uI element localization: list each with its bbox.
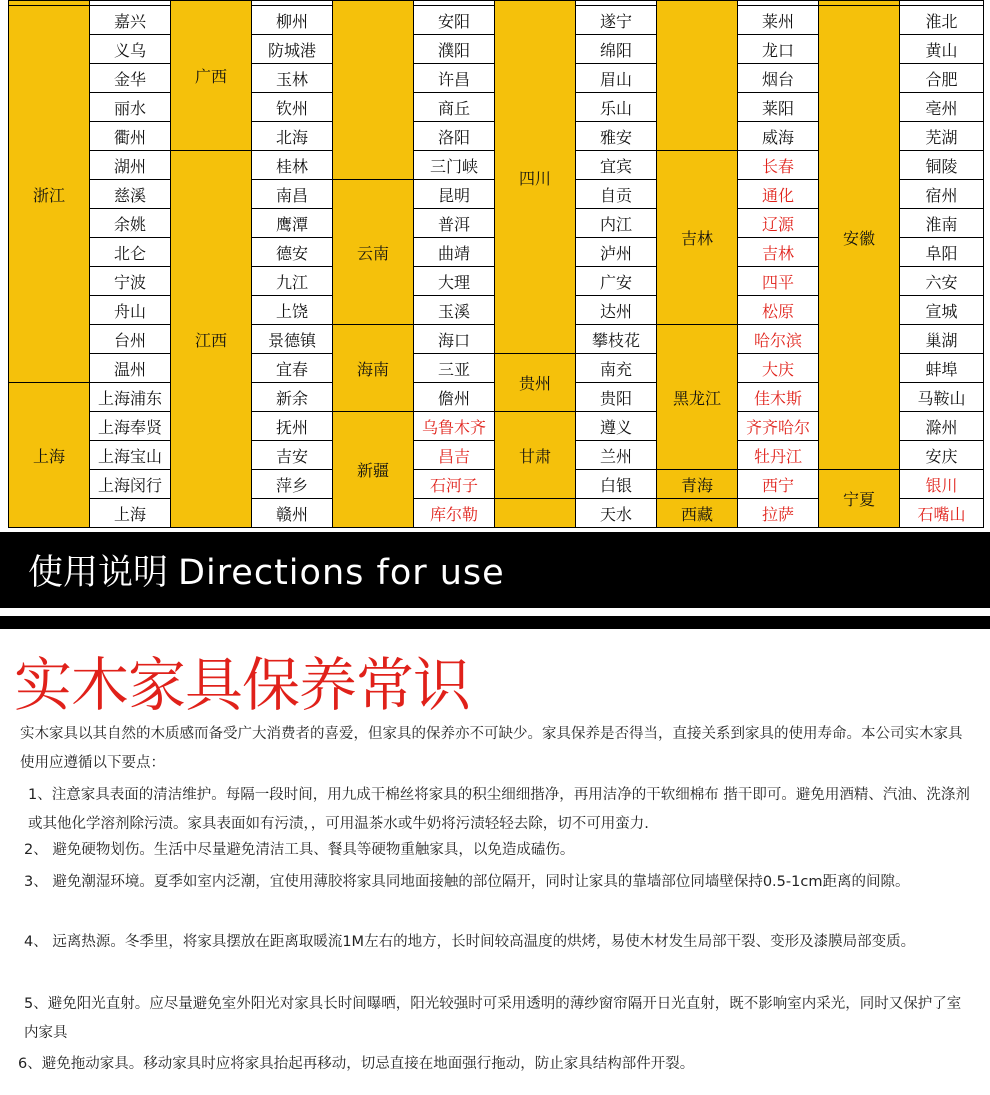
province-cell: 广西 bbox=[171, 1, 252, 151]
care-item-3: 3、 避免潮湿环境。夏季如室内泛潮，宜使用薄胶将家具同地面接触的部位隔开，同时让家具的靠墙部位同墙壁保持0.5-1cm距离的间隙。 bbox=[24, 874, 910, 890]
city-cell: 上饶 bbox=[252, 296, 333, 325]
city-cell: 库尔勒 bbox=[414, 499, 495, 528]
city-cell: 玉林 bbox=[252, 64, 333, 93]
care-item-2: 2、 避免硬物划伤。生活中尽量避免清洁工具、餐具等硬物重触家具，以免造成磕伤。 bbox=[24, 842, 575, 858]
city-cell: 莱阳 bbox=[738, 93, 819, 122]
city-cell: 安庆 bbox=[900, 441, 984, 470]
city-cell: 昆明 bbox=[414, 180, 495, 209]
city-cell: 滁州 bbox=[900, 412, 984, 441]
city-cell: 鹰潭 bbox=[252, 209, 333, 238]
city-table bbox=[8, 0, 984, 528]
province-cell: 甘肃 bbox=[495, 412, 576, 499]
city-cell: 内江 bbox=[576, 209, 657, 238]
province-cell: 青海 bbox=[657, 470, 738, 499]
city-cell: 芜湖 bbox=[900, 122, 984, 151]
city-cell: 雅安 bbox=[576, 122, 657, 151]
city-cell: 牡丹江 bbox=[738, 441, 819, 470]
city-cell: 上海闵行 bbox=[90, 470, 171, 499]
city-cell: 泸州 bbox=[576, 238, 657, 267]
city-cell: 安阳 bbox=[414, 6, 495, 35]
city-cell: 亳州 bbox=[900, 93, 984, 122]
city-cell: 海口 bbox=[414, 325, 495, 354]
city-cell: 余姚 bbox=[90, 209, 171, 238]
city-cell: 慈溪 bbox=[90, 180, 171, 209]
city-cell: 洛阳 bbox=[414, 122, 495, 151]
city-cell: 南充 bbox=[576, 354, 657, 383]
province-cell: 贵州 bbox=[495, 354, 576, 412]
city-cell: 贵阳 bbox=[576, 383, 657, 412]
city-cell: 绵阳 bbox=[576, 35, 657, 64]
city-cell: 德安 bbox=[252, 238, 333, 267]
province-cell: 安徽 bbox=[819, 6, 900, 470]
city-cell: 石河子 bbox=[414, 470, 495, 499]
city-cell: 儋州 bbox=[414, 383, 495, 412]
city-cell: 蚌埠 bbox=[900, 354, 984, 383]
directions-title-en: Directions for use bbox=[178, 553, 505, 593]
city-cell: 广安 bbox=[576, 267, 657, 296]
city-cell: 大理 bbox=[414, 267, 495, 296]
province-cell: 云南 bbox=[333, 180, 414, 325]
city-cell: 舟山 bbox=[90, 296, 171, 325]
city-cell: 宜春 bbox=[252, 354, 333, 383]
city-cell: 六安 bbox=[900, 267, 984, 296]
city-cell: 宜宾 bbox=[576, 151, 657, 180]
city-cell: 湖州 bbox=[90, 151, 171, 180]
city-cell: 三门峡 bbox=[414, 151, 495, 180]
city-cell: 攀枝花 bbox=[576, 325, 657, 354]
care-item-6: 6、避免拖动家具。移动家具时应将家具抬起再移动，切忌直接在地面强行拖动，防止家具结构部件开裂。 bbox=[18, 1056, 695, 1072]
city-cell: 西宁 bbox=[738, 470, 819, 499]
city-cell: 大庆 bbox=[738, 354, 819, 383]
city-cell: 齐齐哈尔 bbox=[738, 412, 819, 441]
city-cell: 抚州 bbox=[252, 412, 333, 441]
city-cell: 合肥 bbox=[900, 64, 984, 93]
city-cell: 南昌 bbox=[252, 180, 333, 209]
divider-bar bbox=[0, 616, 990, 629]
city-cell: 辽源 bbox=[738, 209, 819, 238]
province-cell bbox=[495, 499, 576, 528]
care-item-5: 5、避免阳光直射。应尽量避免室外阳光对家具长时间曝晒，阳光较强时可采用透明的薄纱窗帘隔开日光直射，既不影响室内采光，同时又保护了室内家具 bbox=[24, 996, 962, 1041]
city-cell: 乐山 bbox=[576, 93, 657, 122]
city-cell: 马鞍山 bbox=[900, 383, 984, 412]
province-cell: 江西 bbox=[171, 151, 252, 528]
city-cell: 佳木斯 bbox=[738, 383, 819, 412]
city-cell: 遂宁 bbox=[576, 6, 657, 35]
city-cell: 自贡 bbox=[576, 180, 657, 209]
city-cell: 台州 bbox=[90, 325, 171, 354]
directions-title bbox=[28, 545, 505, 601]
city-cell: 桂林 bbox=[252, 151, 333, 180]
care-item-4: 4、 远离热源。冬季里，将家具摆放在距离取暖流1M左右的地方，长时间较高温度的烘烤，易使木材发生局部干裂、变形及漆膜局部变质。 bbox=[24, 934, 916, 950]
city-cell: 防城港 bbox=[252, 35, 333, 64]
province-cell: 上海 bbox=[9, 383, 90, 528]
city-cell: 天水 bbox=[576, 499, 657, 528]
province-cell bbox=[333, 1, 414, 180]
city-cell: 昌吉 bbox=[414, 441, 495, 470]
city-cell: 北仑 bbox=[90, 238, 171, 267]
province-cell: 吉林 bbox=[657, 151, 738, 325]
city-cell: 北海 bbox=[252, 122, 333, 151]
province-cell: 四川 bbox=[495, 1, 576, 354]
city-cell: 巢湖 bbox=[900, 325, 984, 354]
city-cell: 商丘 bbox=[414, 93, 495, 122]
city-cell: 上海奉贤 bbox=[90, 412, 171, 441]
city-cell: 丽水 bbox=[90, 93, 171, 122]
city-cell: 淮南 bbox=[900, 209, 984, 238]
city-cell: 乌鲁木齐 bbox=[414, 412, 495, 441]
city-cell: 玉溪 bbox=[414, 296, 495, 325]
care-title: 实木家具保养常识 bbox=[14, 651, 471, 719]
city-cell: 温州 bbox=[90, 354, 171, 383]
city-cell: 义乌 bbox=[90, 35, 171, 64]
city-cell: 许昌 bbox=[414, 64, 495, 93]
city-cell: 拉萨 bbox=[738, 499, 819, 528]
city-cell: 眉山 bbox=[576, 64, 657, 93]
city-cell: 遵义 bbox=[576, 412, 657, 441]
city-cell: 宣城 bbox=[900, 296, 984, 325]
province-cell: 新疆 bbox=[333, 412, 414, 528]
city-cell: 吉安 bbox=[252, 441, 333, 470]
city-cell: 嘉兴 bbox=[90, 6, 171, 35]
city-cell: 松原 bbox=[738, 296, 819, 325]
city-cell: 阜阳 bbox=[900, 238, 984, 267]
city-cell: 三亚 bbox=[414, 354, 495, 383]
city-cell: 淮北 bbox=[900, 6, 984, 35]
city-cell: 石嘴山 bbox=[900, 499, 984, 528]
city-cell: 龙口 bbox=[738, 35, 819, 64]
province-cell: 浙江 bbox=[9, 6, 90, 383]
city-cell: 威海 bbox=[738, 122, 819, 151]
city-cell: 吉林 bbox=[738, 238, 819, 267]
city-cell: 达州 bbox=[576, 296, 657, 325]
city-cell: 上海浦东 bbox=[90, 383, 171, 412]
city-cell: 宿州 bbox=[900, 180, 984, 209]
city-cell: 四平 bbox=[738, 267, 819, 296]
city-cell: 烟台 bbox=[738, 64, 819, 93]
city-cell: 铜陵 bbox=[900, 151, 984, 180]
city-cell: 萍乡 bbox=[252, 470, 333, 499]
city-cell: 上海 bbox=[90, 499, 171, 528]
province-cell: 黑龙江 bbox=[657, 325, 738, 470]
city-cell: 银川 bbox=[900, 470, 984, 499]
city-cell: 莱州 bbox=[738, 6, 819, 35]
city-cell: 宁波 bbox=[90, 267, 171, 296]
city-cell: 新余 bbox=[252, 383, 333, 412]
city-cell: 钦州 bbox=[252, 93, 333, 122]
province-cell: 海南 bbox=[333, 325, 414, 412]
city-cell: 长春 bbox=[738, 151, 819, 180]
city-cell: 普洱 bbox=[414, 209, 495, 238]
province-cell bbox=[657, 1, 738, 151]
care-intro: 实木家具以其自然的木质感而备受广大消费者的喜爱，但家具的保养亦不可缺少。家具保养是否得当，直接关系到家具的使用寿命。本公司实木家具使用应遵循以下要点： bbox=[20, 726, 963, 771]
city-cell: 九江 bbox=[252, 267, 333, 296]
city-cell: 兰州 bbox=[576, 441, 657, 470]
directions-title-zh: 使用说明 bbox=[28, 553, 169, 593]
city-cell: 衢州 bbox=[90, 122, 171, 151]
province-cell: 西藏 bbox=[657, 499, 738, 528]
city-cell: 金华 bbox=[90, 64, 171, 93]
city-cell: 曲靖 bbox=[414, 238, 495, 267]
city-cell: 黄山 bbox=[900, 35, 984, 64]
care-item-1: 1、注意家具表面的清洁维护。每隔一段时间，用九成干棉丝将家具的积尘细细揩净，再用洁净的干软细棉布 揩干即可。避免用酒精、汽油、洗涤剂或其他化学溶剂除污渍。家具表面如有污渍，，可用温茶水或牛奶将污渍轻轻去除，切不可用蛮力. bbox=[28, 787, 970, 832]
city-cell: 上海宝山 bbox=[90, 441, 171, 470]
city-cell: 柳州 bbox=[252, 6, 333, 35]
city-cell: 通化 bbox=[738, 180, 819, 209]
province-cell: 宁夏 bbox=[819, 470, 900, 528]
city-cell: 哈尔滨 bbox=[738, 325, 819, 354]
city-cell: 白银 bbox=[576, 470, 657, 499]
city-cell: 濮阳 bbox=[414, 35, 495, 64]
city-cell: 景德镇 bbox=[252, 325, 333, 354]
city-cell: 赣州 bbox=[252, 499, 333, 528]
